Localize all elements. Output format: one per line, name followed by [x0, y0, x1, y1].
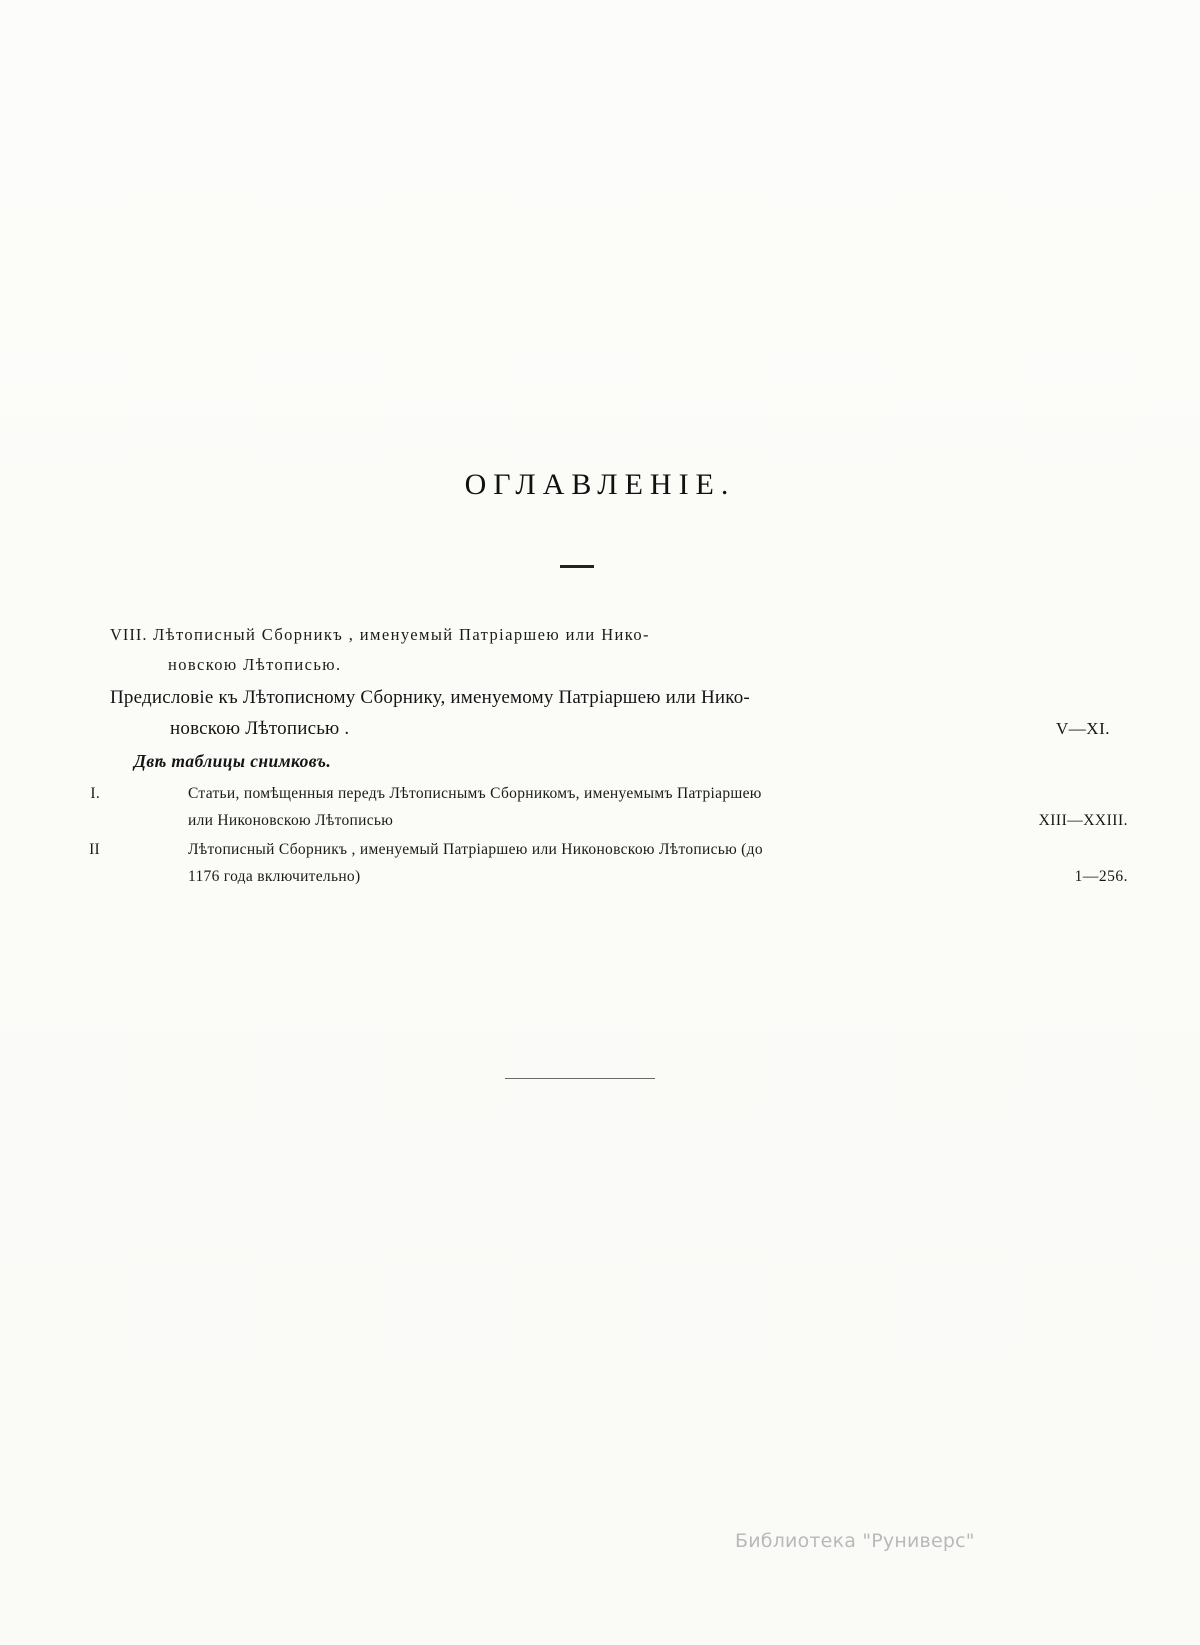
toc-entry-ii-line2 — [110, 863, 1128, 890]
toc-entry-plates-text: Двѣ таблицы снимковъ. — [134, 751, 332, 771]
toc-entry-viii-text2: новскою Лѣтописью. — [168, 655, 342, 674]
toc-entry-ii-text2: 1176 года включительно) — [188, 868, 361, 885]
bottom-divider-rule — [505, 1078, 655, 1079]
toc-entry-viii-line1 — [110, 620, 1050, 650]
toc-entry-i-text1: Статьи, помѣщенныя передъ Лѣтописнымъ Сборникомъ, именуемымъ Патріаршею — [188, 785, 762, 802]
toc-entry-preface-line1 — [110, 682, 1050, 713]
toc-entry-i-line1 — [90, 780, 1128, 807]
toc-entry-viii-line2 — [110, 650, 1108, 680]
toc-entry-ii-number: II — [89, 841, 100, 858]
toc-entry-i-pages: XIII—XXIII. — [1038, 812, 1128, 829]
toc-entry-i-line2 — [110, 807, 1128, 834]
table-of-contents — [89, 620, 1128, 892]
toc-entry-ii — [89, 836, 1128, 890]
toc-entry-preface-text2: новскою Лѣтописью . — [170, 718, 350, 739]
toc-entry-ii-line1 — [89, 836, 1128, 863]
toc-entry-preface — [110, 682, 1110, 744]
toc-entry-i — [90, 780, 1128, 834]
toc-entry-preface-text1: Предисловіе къ Лѣтописному Сборнику, именуемому Патріаршею или Нико- — [110, 687, 750, 708]
toc-entry-plates-line1 — [110, 746, 1074, 776]
title-divider-rule — [560, 565, 594, 568]
toc-entry-viii — [110, 620, 1050, 680]
page-title: ОГЛАВЛЕНІЕ. — [464, 468, 736, 501]
toc-entry-viii-number: VIII. — [110, 625, 148, 644]
toc-entry-ii-text1: Лѣтописный Сборникъ , именуемый Патріаршею или Никоновскою Лѣтописью (до — [188, 841, 763, 858]
toc-entry-preface-line2 — [110, 713, 1110, 744]
toc-entry-i-text2: или Никоновскою Лѣтописью — [188, 812, 394, 829]
toc-entry-viii-text1: Лѣтописный Сборникъ , именуемый Патріаршею или Нико- — [153, 625, 650, 644]
toc-entry-i-number: I. — [90, 785, 100, 802]
toc-entry-plates — [110, 746, 1050, 776]
library-watermark: Библиотека "Руниверс" — [735, 1530, 975, 1552]
toc-entry-ii-pages: 1—256. — [1074, 868, 1128, 885]
toc-entry-preface-pages: V—XI. — [1056, 719, 1110, 738]
